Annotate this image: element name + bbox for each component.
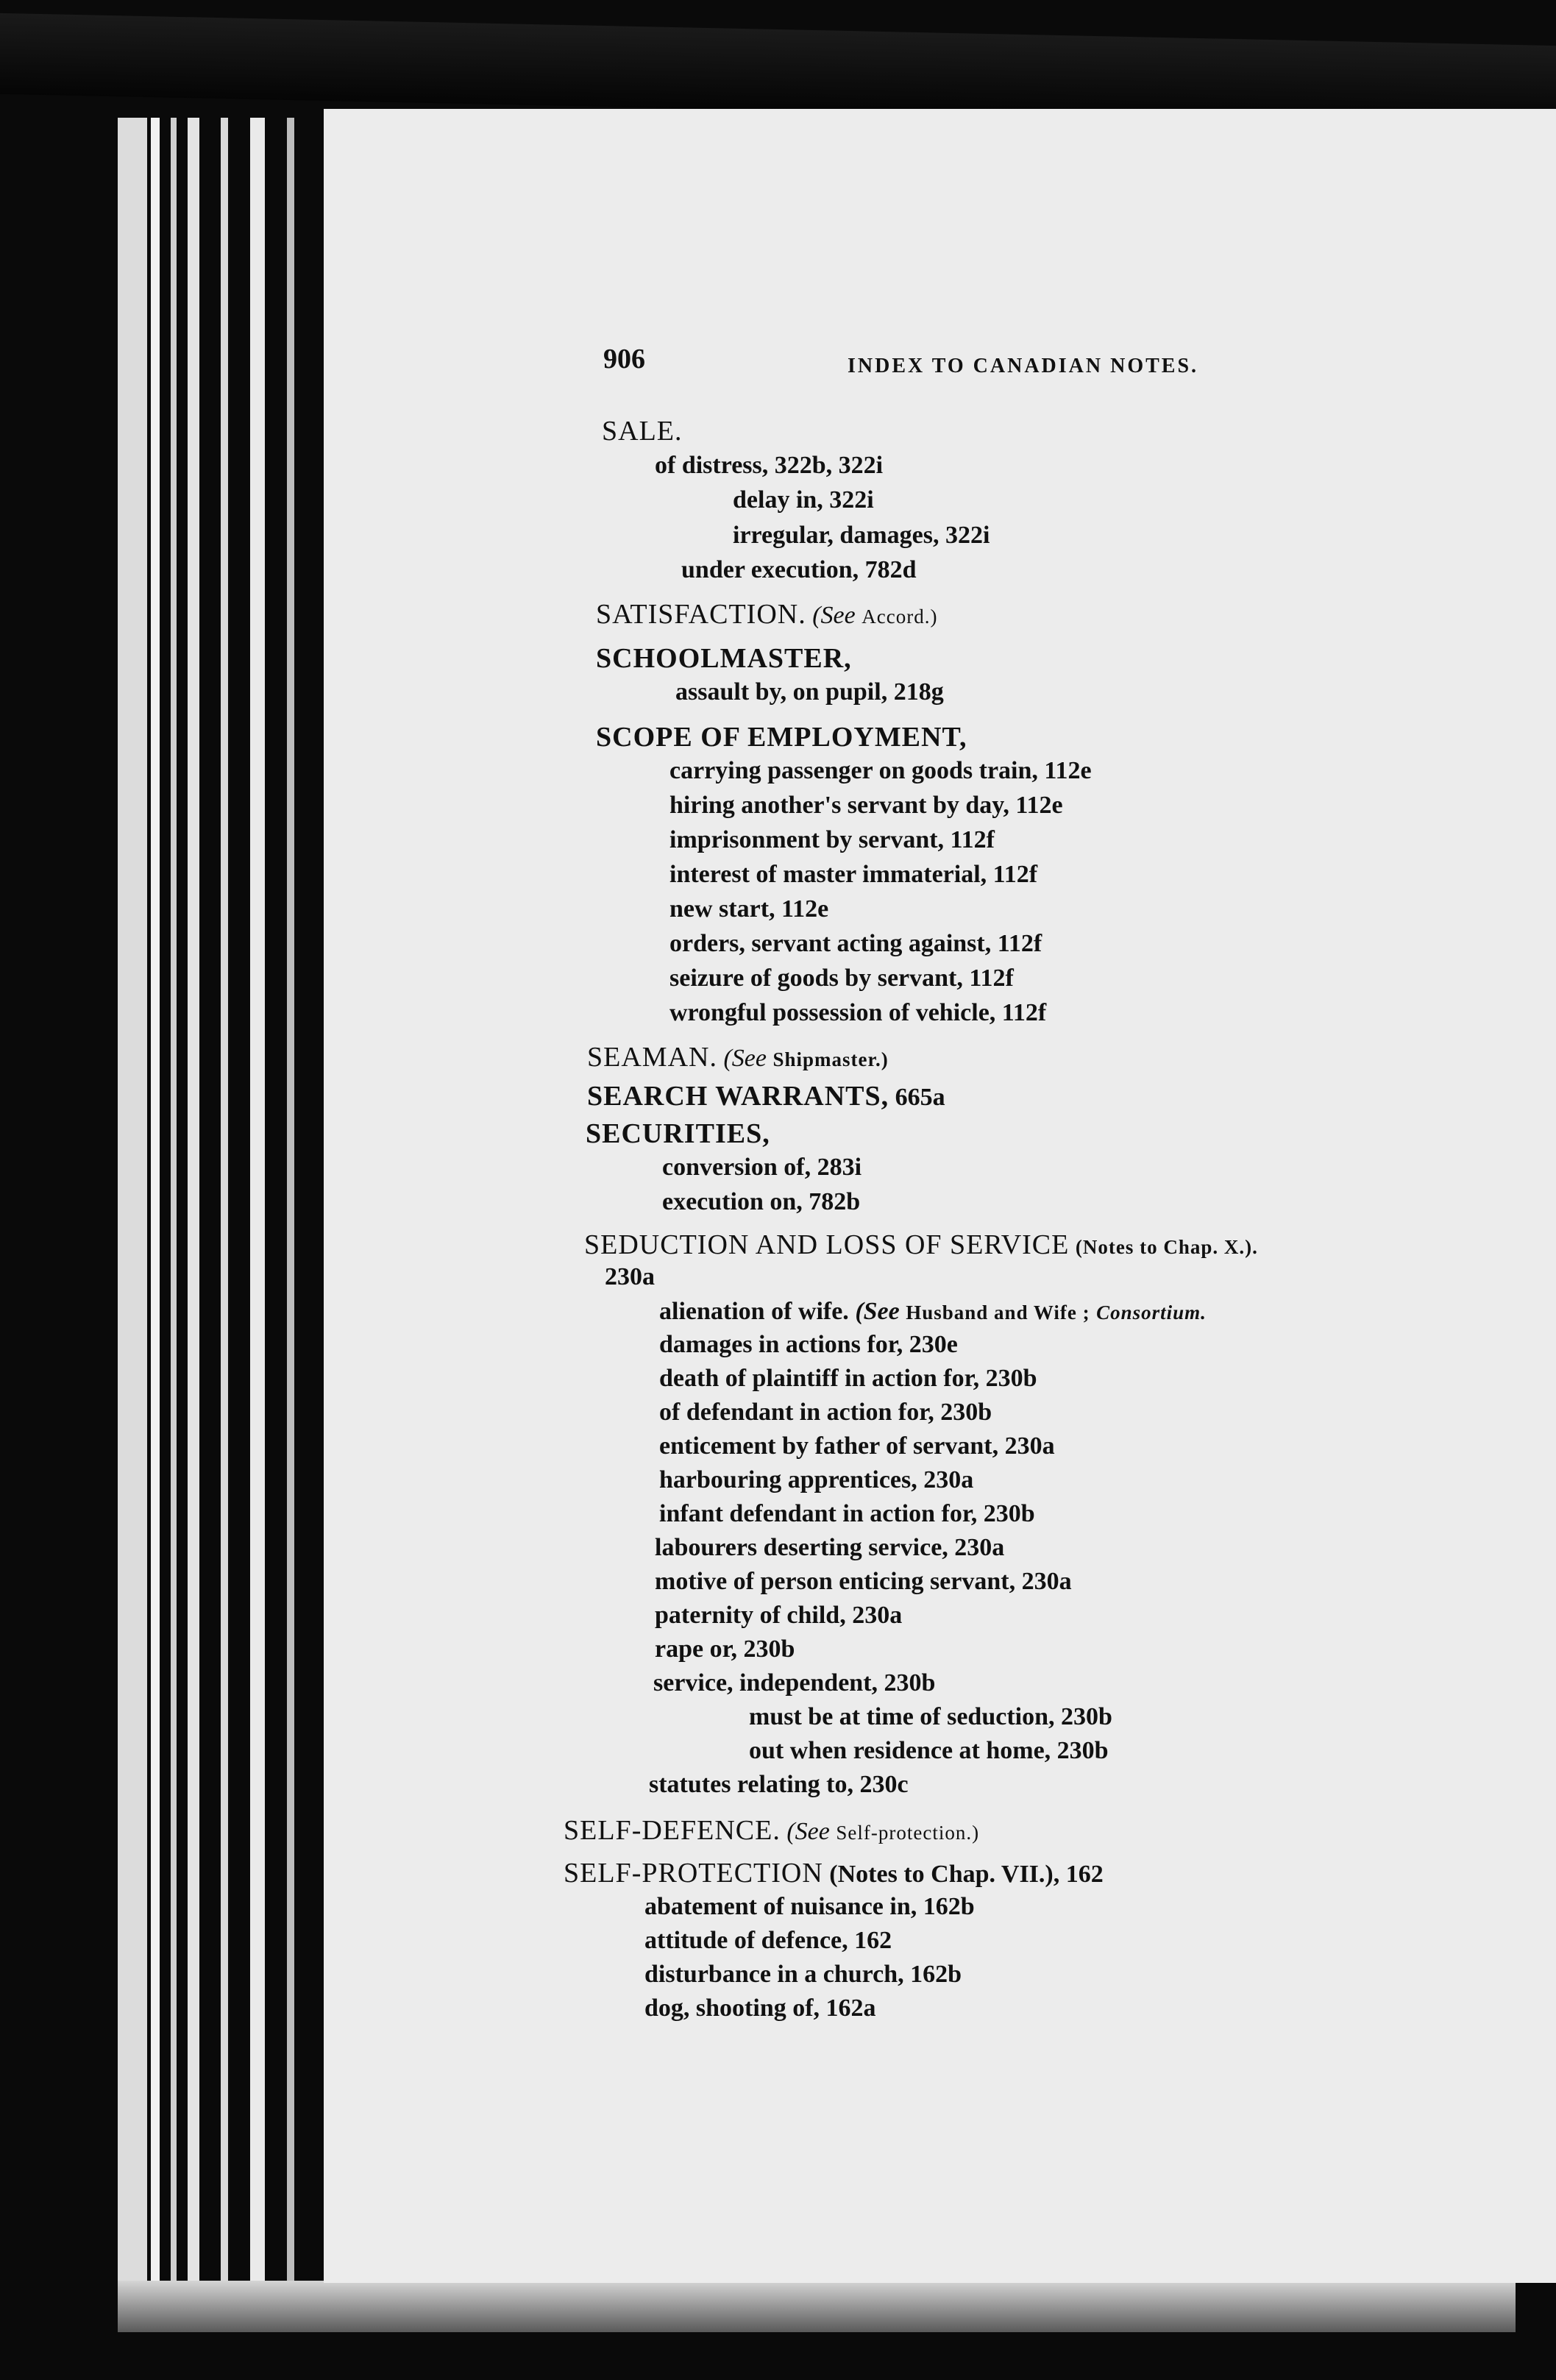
entry-line xyxy=(564,1816,979,1847)
book-bottom-edge xyxy=(118,2281,1516,2332)
see-label: (See xyxy=(723,1045,767,1072)
subentry: paternity of child, 230a xyxy=(655,1602,903,1629)
page-edge xyxy=(221,118,228,2295)
subentry: abatement of nuisance in, 162b xyxy=(644,1893,975,1920)
page-number: 906 xyxy=(603,344,645,374)
subentry: carrying passenger on goods train, 112e xyxy=(669,757,1092,784)
entry-heading: SEAMAN. xyxy=(587,1042,717,1073)
subentry: execution on, 782b xyxy=(662,1188,861,1215)
entry-heading: SELF-DEFENCE. xyxy=(564,1815,781,1846)
cross-reference: Accord.) xyxy=(862,605,938,628)
subentry: harbouring apprentices, 230a xyxy=(659,1466,974,1493)
subentry: of distress, 322b, 322i xyxy=(655,452,884,479)
entry-heading: SEARCH WARRANTS, xyxy=(587,1081,889,1112)
cross-reference: Consortium. xyxy=(1096,1301,1207,1324)
subentry: orders, servant acting against, 112f xyxy=(669,930,1042,957)
page-edge xyxy=(250,118,265,2295)
entry-heading: SALE. xyxy=(602,416,683,447)
entry-line xyxy=(587,1081,945,1112)
entry-heading: SECURITIES, xyxy=(586,1118,770,1149)
subentry: wrongful possession of vehicle, 112f xyxy=(669,999,1047,1026)
subentry: dog, shooting of, 162a xyxy=(644,1994,876,2022)
see-label: (See xyxy=(812,602,856,629)
subentry: death of plaintiff in action for, 230b xyxy=(659,1365,1037,1392)
notes-reference: (Notes to Chap. VII.), 162 xyxy=(829,1861,1104,1888)
entry-heading: SELF-PROTECTION xyxy=(564,1858,823,1889)
page-edge xyxy=(171,118,177,2295)
subentry: irregular, damages, 322i xyxy=(733,522,990,549)
subentry: assault by, on pupil, 218g xyxy=(675,678,944,706)
index-page xyxy=(324,109,1556,2283)
page-edge xyxy=(118,118,147,2295)
subentry: damages in actions for, 230e xyxy=(659,1331,958,1358)
see-label: (See xyxy=(855,1298,900,1325)
entry-heading: SCHOOLMASTER, xyxy=(596,643,852,674)
entry-line xyxy=(587,1042,889,1074)
entry-heading: SCOPE OF EMPLOYMENT, xyxy=(596,722,967,753)
entry-line xyxy=(584,1230,1258,1262)
see-label: (See xyxy=(786,1818,830,1845)
subentry: statutes relating to, 230c xyxy=(649,1771,909,1798)
entry-heading: SEDUCTION AND LOSS OF SERVICE xyxy=(584,1229,1070,1260)
subentry: disturbance in a church, 162b xyxy=(644,1961,962,1988)
subentry: enticement by father of servant, 230a xyxy=(659,1432,1055,1460)
subentry: service, independent, 230b xyxy=(653,1669,936,1697)
entry-line xyxy=(596,600,937,631)
page-edge xyxy=(188,118,199,2295)
entry-heading: SATISFACTION. xyxy=(596,599,806,630)
subentry: out when residence at home, 230b xyxy=(749,1737,1109,1764)
subentry: under execution, 782d xyxy=(681,556,917,583)
subentry: new start, 112e xyxy=(669,895,829,923)
subentry: interest of master immaterial, 112f xyxy=(669,861,1038,888)
page-edge xyxy=(151,118,160,2295)
subentry: motive of person enticing servant, 230a xyxy=(655,1568,1072,1595)
subentry: labourers deserting service, 230a xyxy=(655,1534,1005,1561)
subentry: seizure of goods by servant, 112f xyxy=(669,965,1014,992)
subentry: hiring another's servant by day, 112e xyxy=(669,792,1063,819)
subentry: of defendant in action for, 230b xyxy=(659,1399,992,1426)
running-title: INDEX TO CANADIAN NOTES. xyxy=(848,355,1199,377)
cross-reference: Self-protection.) xyxy=(836,1822,980,1844)
page-edge xyxy=(287,118,294,2295)
subentry: imprisonment by servant, 112f xyxy=(669,826,995,853)
page-reference: 230a xyxy=(605,1263,655,1290)
subentry-text: alienation of wife. xyxy=(659,1298,849,1325)
page-reference: 665a xyxy=(895,1084,945,1111)
entry-line xyxy=(564,1858,1104,1889)
subentry xyxy=(659,1297,1207,1327)
cross-reference: Husband and Wife ; xyxy=(906,1301,1090,1324)
subentry: delay in, 322i xyxy=(733,486,874,514)
subentry: must be at time of seduction, 230b xyxy=(749,1703,1112,1730)
cross-reference: Shipmaster.) xyxy=(772,1048,889,1070)
subentry: rape or, 230b xyxy=(655,1635,795,1663)
subentry: conversion of, 283i xyxy=(662,1154,862,1181)
subentry: attitude of defence, 162 xyxy=(644,1927,892,1954)
notes-reference: (Notes to Chap. X.). xyxy=(1075,1236,1258,1258)
subentry: infant defendant in action for, 230b xyxy=(659,1500,1035,1527)
